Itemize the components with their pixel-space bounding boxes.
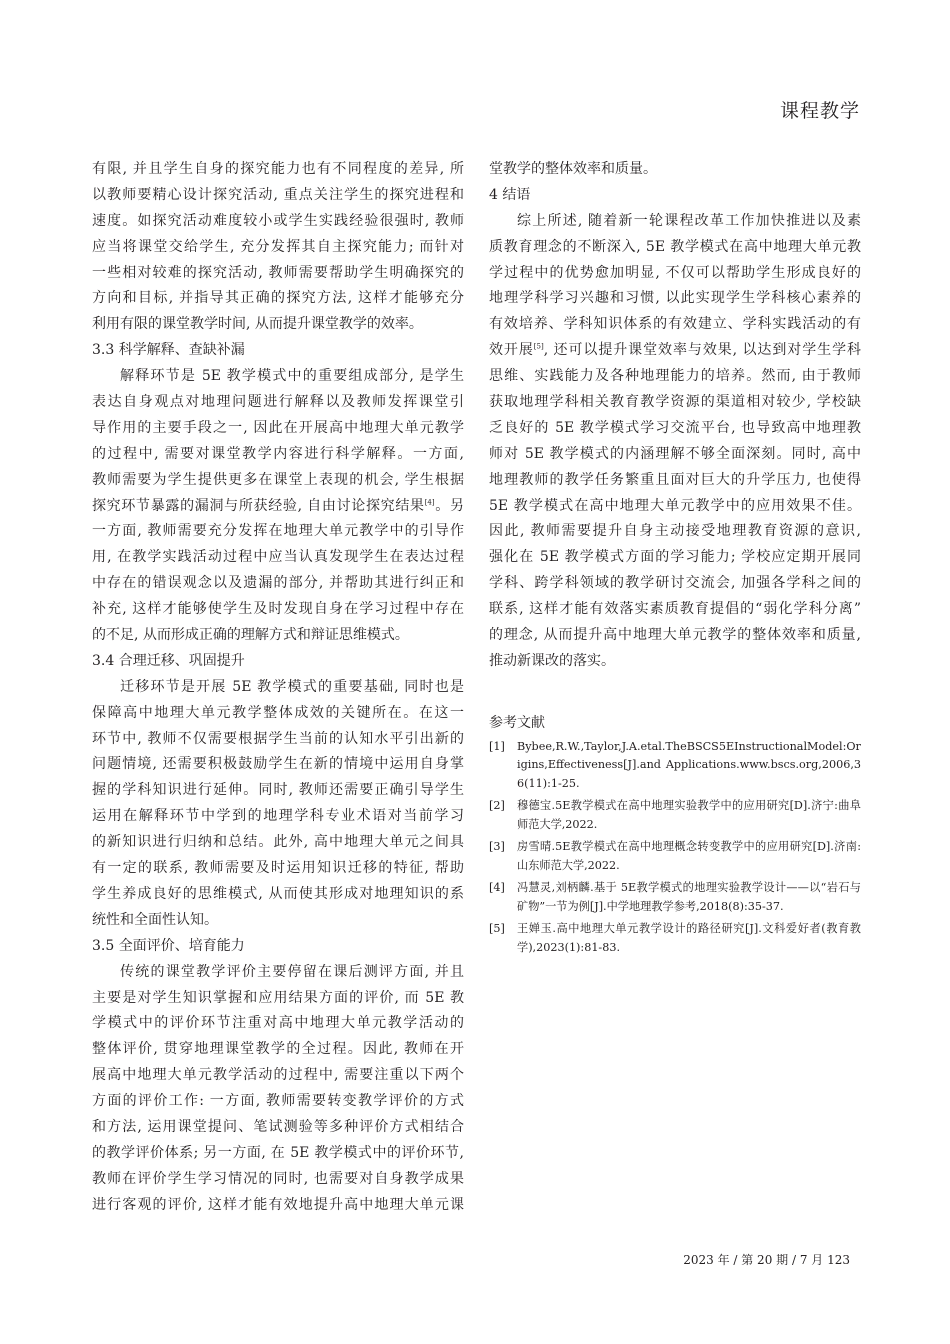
text-line: 学生养成良好的思维模式, 从而使其形成对地理知识的系 [92,885,464,902]
text-line: 学过程中的优势愈加明显, 不仅可以帮助学生形成良好的 [489,264,861,281]
text-line: 教师需要为学生提供更多在课堂上表现的机会, 学生根据 [92,471,464,488]
text-line: 方向和目标, 并指导其正确的探究方法, 这样才能够充分 [92,290,464,307]
text-line: 传统的课堂教学评价主要停留在课后测评方面, 并且 [120,963,464,980]
reference-number: [2] [489,799,505,813]
text-line: 堂教学的整体效率和质量。 [489,161,657,177]
text-line: 推动新课改的落实。 [489,652,615,669]
citation-marker: [4] [424,497,435,506]
citation-marker: [5] [533,342,544,351]
text-line: 地理教师的教学任务繁重且面对巨大的升学压力, 也使得 [489,471,861,488]
text-line: 学模式中的评价环节注重对高中地理大单元教学活动的 [92,1015,464,1032]
text-line: 综上所述, 随着新一轮课程改革工作加快推进以及素 [517,212,861,229]
text-line: 3.4 合理迁移、巩固提升 [92,652,245,669]
text-line: 3.3 科学解释、查缺补漏 [92,342,245,359]
page-number: 123 [827,1253,850,1267]
text-line: 质教育理念的不断深入, 5E 教学模式在高中地理大单元教 [489,238,861,255]
text-line: 迁移环节是开展 5E 教学模式的重要基础, 同时也是 [120,678,464,695]
text-line: 中存在的错误观念以及遗漏的部分, 并帮助其进行纠正和 [92,575,464,592]
reference-number: [5] [489,922,505,936]
text-line: 的不足, 从而形成正确的理解方式和辩证思维模式。 [92,627,409,644]
text-line: 用, 在教学实践活动过程中应当认真发现学生在表达过程 [92,549,464,566]
text-line: 有一定的联系, 教师需要及时运用知识迁移的特征, 帮助 [92,860,464,877]
text-line: 主要是对学生知识掌握和应用结果方面的评价, 而 5E 教 [92,989,464,1006]
section-header-title: 课程教学 [779,100,860,122]
text-line: 教师在评价学生学习情况的同时, 也需要对自身教学成果 [92,1170,464,1187]
text-line: 利用有限的课堂教学时间, 从而提升课堂教学的效率。 [92,316,423,333]
reference-text: 冯慧灵,刘柄麟.基于 5E教学模式的地理实验教学设计——以“岩石与矿物”一节为例[J].中学地理教学参考,2018(8):35-37. [517,881,861,913]
text-line: 联系, 这样才能有效落实素质教育提倡的“弱化学科分离” [489,601,861,618]
reference-text: 王婵玉.高中地理大单元教学设计的路径研究[J].文科爱好者(教育教学),2023(1):81-83. [517,922,861,954]
text-line: 应当将课堂交给学生, 充分发挥其自主探究能力; 而针对 [92,238,464,255]
text-line: 一方面, 教师需要充分发挥在地理大单元教学中的引导作 [92,523,464,540]
reference-item [489,838,861,875]
text-line: 5E 教学模式在高中地理大单元教学中的应用效果不佳。 [489,497,861,514]
text-line: 4 结语 [489,186,531,203]
text-line: 获取地理学科相关教育教学资源的渠道相对较少, 学校缺 [489,394,861,411]
text-line: 环节中, 教师不仅需要根据学生当前的认知水平引出新的 [92,730,464,747]
text-line: 的过程中, 需要对课堂教学内容进行科学解释。一方面, [92,445,464,462]
text-line: 强化在 5E 教学模式方面的学习能力; 学校应定期开展同 [489,549,861,566]
reference-text: 房雪晴.5E教学模式在高中地理概念转变教学中的应用研究[D].济南:山东师范大学,2022. [517,840,861,872]
text-line: 速度。如探究活动难度较小或学生实践经验很强时, 教师 [92,212,464,229]
reference-number: [1] [489,739,505,753]
text-line: 运用在解释环节中学到的地理学科专业术语对当前学习 [92,808,464,825]
reference-text: 穆德宝.5E教学模式在高中地理实验教学中的应用研究[D].济宁:曲阜师范大学,2022. [517,799,861,831]
text-line: 方面的评价工作: 一方面, 教师需要转变教学评价的方式 [92,1093,464,1110]
text-line: 握的学科知识进行延伸。同时, 教师还需要正确引导学生 [92,782,464,799]
text-line: 一些相对较难的探究活动, 教师需要帮助学生明确探究的 [92,264,464,281]
text-line: 的教学评价体系; 另一方面, 在 5E 教学模式中的评价环节, [92,1144,464,1161]
text-line: 表达自身观点对地理问题进行解释以及教师发挥课堂引 [92,394,464,411]
text-line: 师对 5E 教学模式的内涵理解不够全面深刻。同时, 高中 [489,445,861,462]
text-line: 进行客观的评价, 这样才能有效地提升高中地理大单元课 [92,1196,464,1213]
text-line: 导作用的主要手段之一, 因此在开展高中地理大单元教学 [92,419,464,436]
text-line: 保障高中地理大单元教学整体成效的关键所在。在这一 [92,704,464,721]
text-line: 地理学科学习兴趣和习惯, 以此实现学生学科核心素养的 [489,290,861,307]
reference-item [489,797,861,834]
page-footer [683,1251,850,1268]
right-column [489,157,861,961]
text-line: 以教师要精心设计探究活动, 重点关注学生的探究进程和 [92,186,464,203]
reference-number: [3] [489,840,505,854]
text-line: 3.5 全面评价、培育能力 [92,937,245,954]
text-line: 有效培养、学科知识体系的有效建立、学科实践活动的有 [489,316,861,333]
left-column [92,157,464,1219]
text-line: 补充, 这样才能够使学生及时发现自身在学习过程中存在 [92,601,464,618]
reference-item [489,920,861,957]
reference-number: [4] [489,881,505,895]
text-line: 和方法, 运用课堂提问、笔试测验等多种评价方式相结合 [92,1118,464,1135]
text-line: 展高中地理大单元教学活动的过程中, 需要注重以下两个 [92,1067,464,1084]
text-line: 因此, 教师需要提升自身主动接受地理教育资源的意识, [489,523,861,540]
text-line: 探究环节暴露的漏洞与所获经验, 自由讨论探究结果[4]。另 [92,497,464,514]
text-line: 有限, 并且学生自身的探究能力也有不同程度的差异, 所 [92,161,464,177]
text-line: 思维、实践能力及各种地理能力的培养。然而, 由于教师 [489,368,861,385]
text-line: 整体评价, 贯穿地理课堂教学的全过程。因此, 教师在开 [92,1041,464,1058]
text-line: 乏良好的 5E 教学模式学习交流平台, 也导致高中地理教 [489,419,861,436]
references-list [489,738,861,958]
text-line: 的新知识进行归纳和总结。此外, 高中地理大单元之间具 [92,834,464,851]
reference-text: Bybee,R.W.,Taylor,J.A.etal.TheBSCS5EInstructionalModel:Origins,Effectiveness[J].and Applications.www.bscs.org,2006,36(11):1-25. [517,739,861,790]
text-line: 解释环节是 5E 教学模式中的重要组成部分, 是学生 [120,368,464,385]
footer-issue: 2023 年 / 第 20 期 / 7 月 [683,1253,824,1267]
text-line: 问题情境, 还需要积极鼓励学生在新的情境中运用自身掌 [92,756,464,773]
reference-item [489,879,861,916]
text-line: 统性和全面性认知。 [92,911,218,928]
text-line: 效开展[5], 还可以提升课堂效率与效果, 以达到对学生学科 [489,342,862,359]
text-line: 的理念, 从而提升高中地理大单元教学的整体效率和质量, [489,627,861,644]
references-title: 参考文献 [489,714,545,731]
reference-item [489,738,861,794]
text-line: 学科、跨学科领域的教学研讨交流会, 加强各学科之间的 [489,575,861,592]
